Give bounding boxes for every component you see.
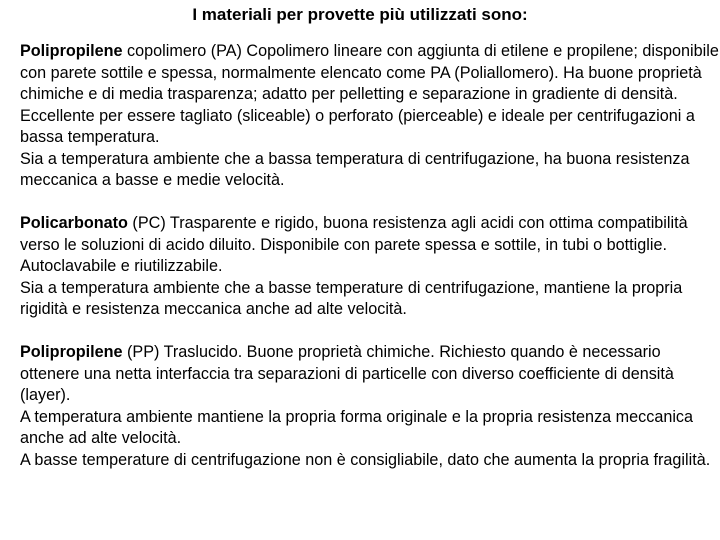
section-paragraph: A temperatura ambiente mantiene la propria forma originale e la propria resistenza meccanica anche ad alte velocità. [20, 407, 694, 447]
material-list [20, 41, 720, 493]
section-paragraph: Sia a temperatura ambiente che a bassa temperatura di centrifugazione, ha buona resistenza meccanica a basse e medie velocità. [20, 149, 690, 189]
material-name: Polipropilene [20, 343, 123, 361]
material-name: Polipropilene [20, 42, 123, 60]
section-paragraph: Eccellente per essere tagliato (sliceable) o perforato (pierceable) e ideale per centrifugazioni a bassa temperatura. [20, 106, 695, 146]
material-description: copolimero (PA) Copolimero lineare con aggiunta di etilene e propilene; disponibile con parete sottile e spessa, normalmente elencato come PA (Poliallomero). Ha buone proprietà chimiche e di media trasparenza; adatto per pelletting e separazione in gradiente di densità. [20, 42, 719, 103]
title-colon: : [522, 5, 528, 24]
section-paragraph [20, 213, 720, 278]
title-text: I materiali per provette più utilizzati sono [192, 5, 522, 24]
material-description: (PC) Trasparente e rigido, buona resistenza agli acidi con ottima compatibilità verso le soluzioni di acido diluito. Disponibile con parete spessa e sottile, in tubi o bottiglie. Autoclavabile e riutilizzabile. [20, 214, 688, 275]
material-section-polipropilene-copolimero [20, 41, 720, 192]
material-section-policarbonato [20, 213, 720, 321]
section-paragraph: A basse temperature di centrifugazione non è consigliabile, dato che aumenta la propria fragilità. [20, 450, 711, 469]
section-paragraph [20, 41, 720, 106]
material-name: Policarbonato [20, 214, 128, 232]
section-paragraph: Sia a temperatura ambiente che a basse temperature di centrifugazione, mantiene la propria rigidità e resistenza meccanica anche ad alte velocità. [20, 278, 683, 318]
material-description: (PP) Traslucido. Buone proprietà chimiche. Richiesto quando è necessario ottenere una netta interfaccia tra separazioni di particelle con diverso coefficiente di densità (layer). [20, 343, 674, 404]
section-paragraph [20, 342, 720, 407]
page-title [0, 4, 720, 26]
material-section-polipropilene [20, 342, 720, 471]
